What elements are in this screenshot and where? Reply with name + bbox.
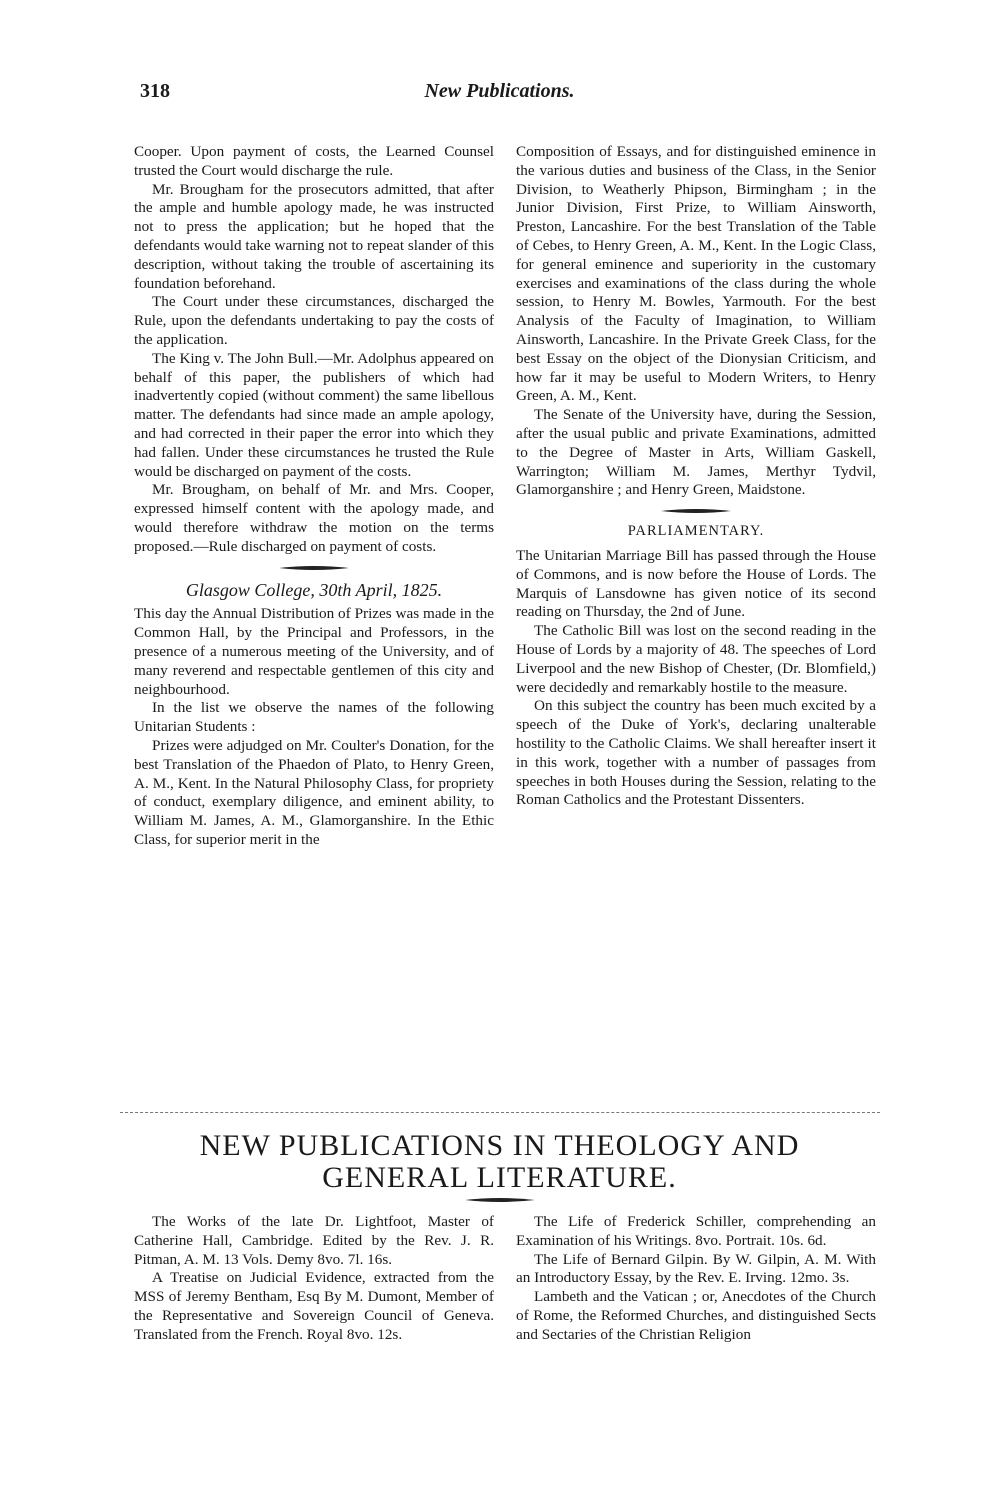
paragraph: In the list we observe the names of the following Unitarian Students : [134,699,494,736]
ornament-rule-icon [465,1197,535,1203]
publications-right-column [516,1213,876,1345]
right-column [516,143,876,810]
publication-entry: Lambeth and the Vatican ; or, Anecdotes of the Church of Rome, the Reformed Churches, and distinguished Sects and Sectaries of the Christian Religion [516,1288,876,1343]
paragraph: The King v. The John Bull.—Mr. Adolphus appeared on behalf of this paper, the publishers of which had inadvertently copied (without comment) the same libellous matter. The defendants had since made an ample apology, and had corrected in their paper the error into which they had fallen. Under these circumstances he trusted the Rule would be discharged on payment of the costs. [134,349,494,480]
left-column [134,143,494,850]
paragraph: The Court under these circumstances, discharged the Rule, upon the defendants undertaking to pay the costs of the application. [134,293,494,348]
publications-left-column [134,1213,494,1345]
divider [120,1112,880,1113]
paragraph: Mr. Brougham, on behalf of Mr. and Mrs. Cooper, expressed himself content with the apology made, and would therefore withdraw the motion on the terms proposed.—Rule discharged on payment of costs. [134,481,494,555]
publication-entry: The Life of Frederick Schiller, comprehending an Examination of his Writings. 8vo. Portrait. 10s. 6d. [516,1213,876,1249]
paragraph: The Senate of the University have, during the Session, after the usual public and private Examinations, admitted to the Degree of Master in Arts, William Gaskell, Warrington; William M. James, Merthyr Tydvil, Glamorganshire ; and Henry Green, Maidstone. [516,406,876,499]
ornament-rule-icon [279,565,349,571]
dateline: Glasgow College, 30th April, 1825. [185,579,443,600]
paragraph: On this subject the country has been much excited by a speech of the Duke of York's, declaring unalterable hostility to the Catholic Claims. We shall hereafter insert it in this work, together with a number of passages from speeches in both Houses during the Session, relating to the Roman Catholics and the Protestant Dissenters. [516,697,876,809]
paragraph: Composition of Essays, and for distinguished eminence in the various duties and business of the Class, in the Senior Division, to Weatherly Phipson, Birmingham ; in the Junior Division, First Prize, to William Ainsworth, Preston, Lancashire. For the best Translation of the Table of Cebes, to Henry Green, A. M., Kent. In the Logic Class, for general eminence and superiority in the customary exercises and examinations of the class during the whole session, to Henry M. Bowles, Yarmouth. For the best Analysis of the Faculty of Imagination, to William Ainsworth, Lancashire. In the Private Greek Class, for the best Essay on the object of the Dionysian Criticism, and how far it may be useful to Modern Writers, to Henry Green, A. M., Kent. [516,143,876,405]
publication-entry: The Works of the late Dr. Lightfoot, Master of Catherine Hall, Cambridge. Edited by the Rev. J. R. Pitman, A. M. 13 Vols. Demy 8vo. 7l. 16s. [134,1213,494,1268]
section-title-line: NEW PUBLICATIONS IN THEOLOGY AND [199,1129,800,1162]
paragraph: This day the Annual Distribution of Prizes was made in the Common Hall, by the Principal and Professors, in the presence of a numerous meeting of the University, and of many reverend and respectable gentlemen of this city and neighbourhood. [134,605,494,698]
paragraph: Prizes were adjudged on Mr. Coulter's Donation, for the best Translation of the Phaedon of Plato, to Henry Green, A. M., Kent. In the Natural Philosophy Class, for propriety of conduct, exemplary diligence, and eminent ability, to William M. James, A. M., Glamorganshire. In the Ethic Class, for superior merit in the [134,736,494,848]
paragraph: The Catholic Bill was lost on the second reading in the House of Lords by a majority of 48. The speeches of Lord Liverpool and the new Bishop of Chester, (Dr. Blomfield,) were decidedly and remarkably hostile to the measure. [516,622,876,696]
ornament-rule-icon [661,508,731,514]
section-title [0,1130,999,1194]
page-number: 318 [140,80,170,102]
paragraph: Mr. Brougham for the prosecutors admitted, that after the ample and humble apology made, he was instructed not to press the application; but he hoped that the defendants would take warning not to repeat slander of this description, without taking the trouble of ascertaining its foundation beforehand. [134,180,494,292]
publication-entry: A Treatise on Judicial Evidence, extracted from the MSS of Jeremy Bentham, Esq By M. Dumont, Member of the Representative and Sovereign Council of Geneva. Translated from the French. Royal 8vo. 12s. [134,1269,494,1343]
running-title: New Publications. [424,80,575,102]
paragraph: The Unitarian Marriage Bill has passed through the House of Commons, and is now before the House of Lords. The Marquis of Lansdowne has given notice of its second reading on Thursday, the 2nd of June. [516,546,876,621]
section-heading: PARLIAMENTARY. [627,523,765,540]
section-title-line: GENERAL LITERATURE. [322,1161,677,1194]
publication-entry: The Life of Bernard Gilpin. By W. Gilpin, A. M. With an Introductory Essay, by the Rev. E. Irving. 12mo. 3s. [516,1250,876,1287]
paragraph: Cooper. Upon payment of costs, the Learned Counsel trusted the Court would discharge the rule. [134,143,494,179]
